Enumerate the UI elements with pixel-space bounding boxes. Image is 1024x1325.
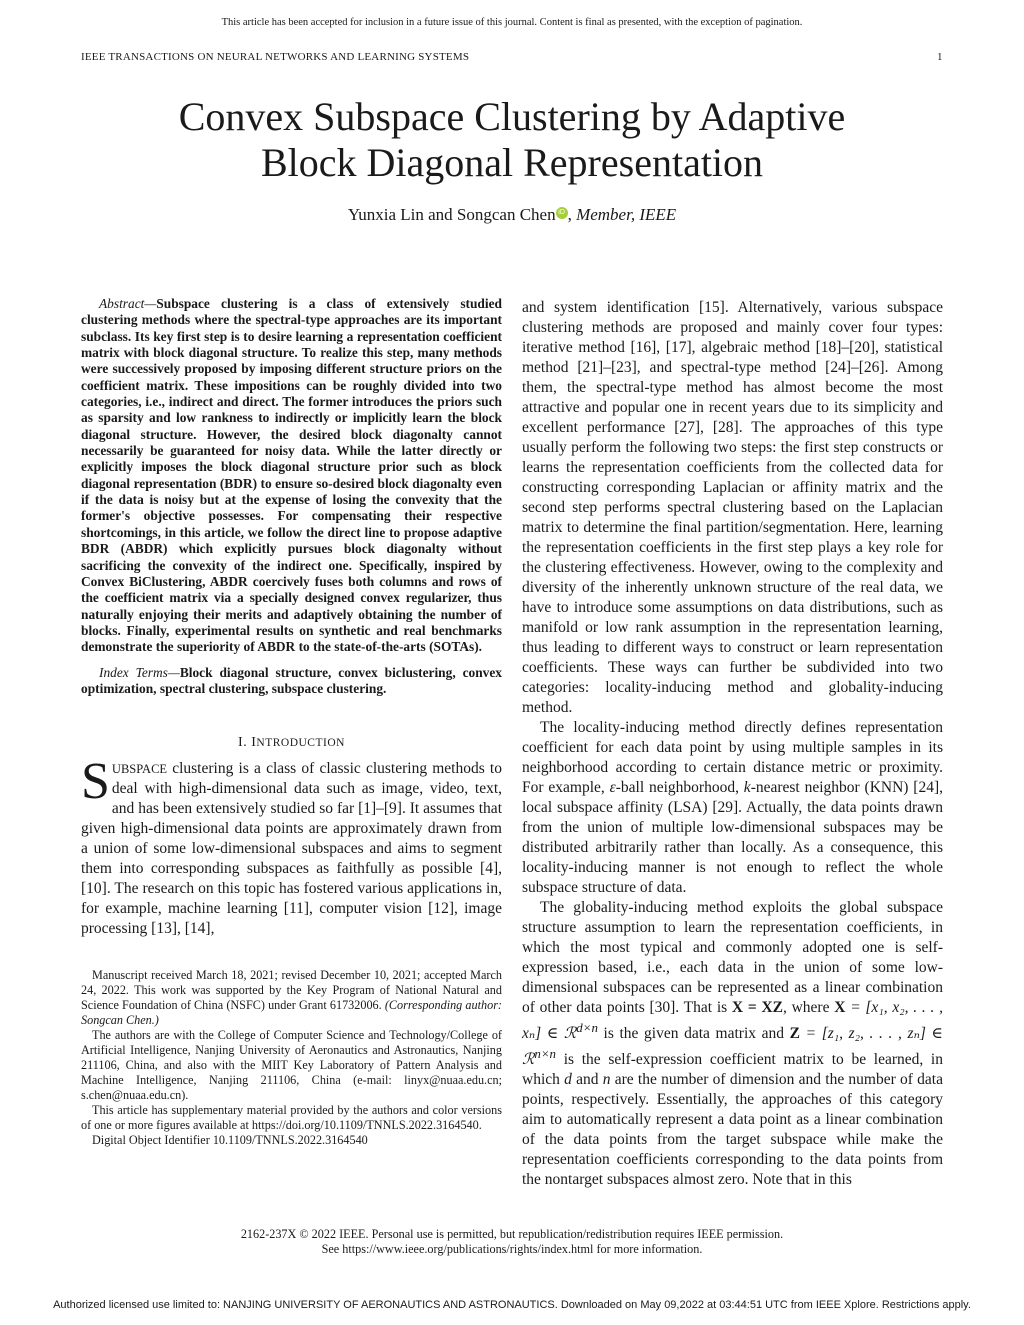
p3-z-dimension: n×n [534, 1046, 556, 1062]
p3-x-definition: = [x₁, x₂, . . . , xₙ] ∈ ℛ [522, 999, 943, 1043]
paper-title [112, 94, 912, 186]
footnote-supplementary: This article has supplementary material provided by the authors and color versions of one or more figures available at https://doi.org/10.1109/TNNLS.2022.3164540. [81, 1103, 502, 1133]
intro-paragraph-1 [81, 753, 502, 939]
footnote-corresponding: (Corresponding author: Songcan Chen.) [81, 998, 502, 1028]
p3-matrix-x: X [834, 999, 846, 1016]
footnote-received [81, 968, 502, 1028]
abstract [81, 296, 502, 656]
p2-text-a: The locality-inducing method directly defines representation coefficient for each data point by using multiple samples in its neighborhood according to certain distance metric or proximity. For example, [522, 719, 943, 796]
p3-text-c: is the given data matrix and [597, 1025, 790, 1043]
p3-text-a: The globality-inducing method exploits the global subspace structure assumption to learn the representation coefficients, in which the most typical and commonly adopted one is self-expression based, i.e., each data in the union of some low-dimensional subspaces can be represented as a linear combination of other data points [30]. That is [522, 899, 943, 1016]
copyright-line-1: 2162-237X © 2022 IEEE. Personal use is permitted, but republication/redistribution requires IEEE permission. [240, 1227, 784, 1241]
author-line [0, 205, 1024, 225]
right-column [522, 298, 943, 1190]
author-names: Yunxia Lin and Songcan Chen [347, 205, 556, 224]
section-number: I. [238, 735, 248, 751]
p2-epsilon: ε [609, 779, 616, 796]
copyright-notice [0, 1227, 1024, 1257]
p3-equation: X = XZ [731, 999, 783, 1016]
orcid-icon[interactable]: iD [556, 207, 568, 219]
index-terms-text: Block diagonal structure, convex biclustering, convex optimization, spectral clustering, subspace clustering. [81, 664, 502, 696]
p3-matrix-z: Z [789, 1025, 800, 1043]
p2-text-b: -ball neighborhood, [615, 779, 744, 796]
p3-x-dimension: d×n [576, 1020, 598, 1035]
footnotes [81, 968, 502, 1148]
page-number: 1 [937, 51, 943, 63]
p3-z-definition: = [z₁, z₂, . . . , zₙ] ∈ ℛ [522, 1025, 943, 1069]
running-header: IEEE TRANSACTIONS ON NEURAL NETWORKS AND LEARNING SYSTEMS [81, 51, 470, 63]
p3-var-d: d [564, 1071, 572, 1089]
p2-text-c: -nearest neighbor (KNN) [24], local subspace affinity (LSA) [29]. Actually, the data points drawn from the union of multiple low-dimensional subspaces may be distributed arbitrarily rather than locally. As a consequence, this locality-inducing manner is not enough to reflect the whole subspace structure of data. [522, 779, 943, 896]
acceptance-banner: This article has been accepted for inclusion in a future issue of this journal. Content is final as presented, with the exception of pagination. [221, 17, 803, 28]
author-membership: Member, IEEE [576, 205, 677, 224]
section-title-rest: NTRODUCTION [256, 737, 345, 750]
p3-text-d: is the self-expression coefficient matrix to be learned, in which [522, 1051, 943, 1089]
p3-var-n: n [602, 1071, 611, 1089]
footnote-doi: Digital Object Identifier 10.1109/TNNLS.2022.3164540 [92, 1133, 368, 1148]
p3-text-b: , where [782, 999, 835, 1016]
section-title-first: I [251, 735, 257, 751]
drop-cap: S [81, 753, 110, 811]
footnote-affiliation: The authors are with the College of Computer Science and Technology/College of Artificial Intelligence, Nanjing University of Aeronautics and Astronautics, Nanjing 211106, China, and also with the MIIT Key Laboratory of Pattern Analysis and Machine Intelligence, Nanjing 211106, China (e-mail: linyx@nuaa.edu.cn; s.chen@nuaa.edu.cn). [81, 1028, 502, 1103]
author-separator: , [567, 205, 577, 224]
abstract-label: Abstract— [99, 296, 157, 311]
right-paragraph-1: and system identification [15]. Alternatively, various subspace clustering methods are proposed and mainly cover four types: iterative method [16], [17], algebraic method [18]–[20], statistical method [21]–[23], and spectral-type method [24]–[26]. Among them, the spectral-type method has almost become the most attractive and popular one in recent years due to its simplicity and excellent performance [27], [28]. The approaches of this type usually perform the following two steps: the first step constructs or learns the representation coefficients from the collected data for constructing corresponding Laplacian or affinity matrix and the second step performs spectral clustering based on the Laplacian matrix to determine the final partition/segmentation. Here, learning the representation coefficients in the first step plays a key role for the clustering effectiveness. However, owing to the complexity and diversity of the inherently unknown structure of the real data, we have to introduce some assumptions on data distributions, such as manifold or low rank assumption in the representation learning, thus leading to different ways to construct or learn representation coefficients. These ways can further be subdivided into two categories: locality-inducing method and globality-inducing method. [522, 299, 943, 716]
intro-text: clustering is a class of classic clustering methods to deal with high-dimensional data such as image, video, text, and has been extensively studied so far [1]–[9]. It assumes that given high-dimensional data points are approximately drawn from a union of some low-dimensional subspaces and aims to segment them into corresponding subspaces as faithfully as possible [4], [10]. The research on this topic has fostered various applications in, for example, machine learning [11], computer vision [12], image processing [13], [14], [81, 760, 502, 938]
abstract-text: Subspace clustering is a class of extensively studied clustering methods where the spectral-type approaches are its important subclass. Its key first step is to desire learning a representation coefficient matrix with block diagonal structure. To realize this step, many methods were successively proposed by imposing different structure priors on the coefficient matrix. These impositions can be roughly divided into two categories, i.e., indirect and direct. The former introduces the priors such as sparsity and low rankness to indirectly or implicitly learn the block diagonal structure. However, the desired block diagonalty cannot necessarily be guaranteed for noisy data. While the latter directly or explicitly imposes the block diagonal structure prior such as block diagonal representation (BDR) to ensure so-desired block diagonalty even if the data is noisy but at the expense of losing the convexity that the former's objective possesses. For compensating their respective shortcomings, in this article, we follow the direct line to propose adaptive BDR (ABDR) which explicitly pursues block diagonalty without sacrificing the convexity of the indirect one. Specifically, inspired by Convex BiClustering, ABDR coercively fuses both columns and rows of the coefficient matrix via a specially designed convex regularizer, thus naturally enjoying their merits and adaptively obtaining the number of blocks. Finally, experimental results on synthetic and real benchmarks demonstrate the superiority of ABDR to the state-of-the-arts (SOTAs). [81, 296, 502, 655]
section-heading [81, 735, 502, 751]
right-paragraph-2 [522, 718, 943, 898]
intro-smallcaps: UBSPACE [111, 762, 168, 777]
index-terms-label: Index Terms— [99, 664, 180, 680]
license-notice: Authorized licensed use limited to: NANJING UNIVERSITY OF AERONAUTICS AND ASTRONAUTICS. Downloaded on May 09,2022 at 03:44:51 UTC from IEEE Xplore. Restrictions apply. [53, 1299, 971, 1311]
footnote-received-text: Manuscript received March 18, 2021; revised December 10, 2021; accepted March 24, 2022. This work was supported by the Key Program of National Natural and Science Foundation of China (NSFC) under Grant 61732006. [81, 968, 502, 1013]
left-column [81, 296, 502, 1148]
p3-text-f: are the number of dimension and the number of data points, respectively. Essentially, the approaches of this category aim to automatically represent a data point as a linear combination of the data points from the target subspace while make the representation coefficients corresponding to the data points from the nontarget subspaces almost zero. Note that in this [522, 1071, 943, 1189]
copyright-line-2: See https://www.ieee.org/publications/rights/index.html for more information. [321, 1242, 703, 1256]
p2-k: k [743, 779, 751, 796]
title-line-1: Convex Subspace Clustering by Adaptive [178, 94, 846, 139]
p3-text-e: and [571, 1071, 603, 1089]
right-paragraph-3 [522, 898, 943, 1190]
index-terms [81, 665, 502, 698]
title-line-2: Block Diagonal Representation [260, 140, 764, 185]
